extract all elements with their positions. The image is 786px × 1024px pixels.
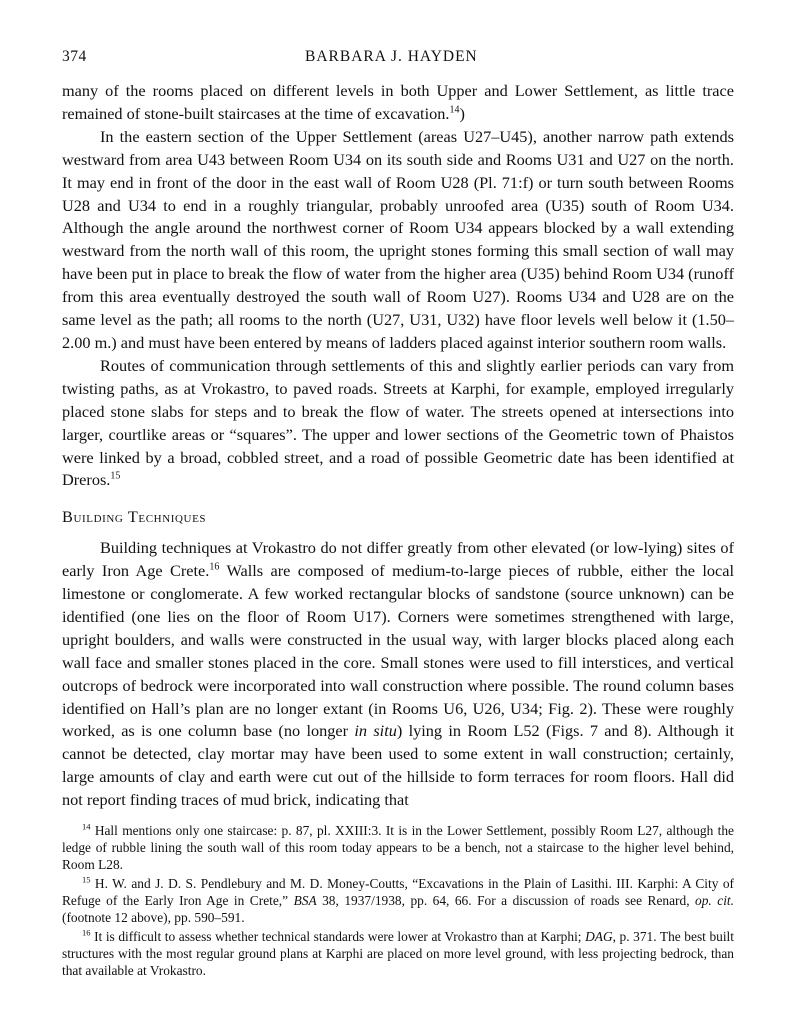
- footnote-14-number: 14: [82, 821, 91, 832]
- body-text: [62, 80, 734, 812]
- footnote-15-text-a: H. W. and J. D. S. Pendlebury and M. D. Money-Coutts, “Excavations in the Plain of Lasithi. III. Karphi: A City of Refuge of the Early Iron Age in Crete,”: [62, 876, 734, 909]
- footnote-15-text-b: 38, 1937/1938, pp. 64, 66. For a discussion of roads see Renard,: [316, 893, 696, 909]
- running-title: BARBARA J. HAYDEN: [305, 48, 478, 65]
- footnote-16-number: 16: [82, 927, 91, 938]
- page-number: 374: [62, 48, 87, 65]
- section-heading: Building Techniques: [62, 507, 207, 527]
- footnote-16: [62, 928, 734, 979]
- paragraph-1-tail: ): [459, 103, 465, 123]
- paragraph-4-text-c: ) lying in Room L52 (Figs. 7 and 8). Although it cannot be detected, clay mortar may have been used to some extent in wall construction; certainly, large amounts of clay and earth were cut out of the hillside to form terraces for room floors. Hall did not report finding traces of mud brick, indicating that: [62, 721, 735, 810]
- footnote-15: [62, 875, 734, 926]
- footnote-ref-14: 14: [449, 104, 460, 116]
- paragraph-2: In the eastern section of the Upper Settlement (areas U27–U45), another narrow path extends westward from area U43 between Room U34 on its south side and Rooms U31 and U27 on the north. It may end in front of the door in the east wall of Room U28 (Pl. 71:f) or turn south between Rooms U28 and U34 to end in a roughly triangular, probably unroofed area (U35) south of Room U34. Although the angle around the northwest corner of Room U34 appears blocked by a wall extending westward from the north wall of this room, the upright stones forming this small section of wall may have been put in place to break the flow of water from the higher area (U35) behind Room U34 (runoff from this area eventually destroyed the south wall of Room U27). Rooms U34 and U28 are on the same level as the path; all rooms to the north (U27, U31, U32) have floor levels well below it (1.50–2.00 m.) and must have been entered by means of ladders placed against interior southern room walls.: [62, 126, 734, 352]
- page: [62, 48, 734, 981]
- running-header: [62, 48, 734, 66]
- paragraph-4-text-a: Building techniques at Vrokastro do not differ greatly from other elevated (or low-lying) sites of early Iron Age Crete.: [62, 538, 734, 581]
- paragraph-4-text-b: Walls are composed of medium-to-large pieces of rubble, either the local limestone or conglomerate. A few worked rectangular blocks of sandstone (source unknown) can be identified (one lies on the floor of Room U17). Corners were sometimes strengthened with large, upright boulders, and walls were constructed in the usual way, with larger blocks placed along each wall face and smaller stones placed in the core. Small stones were used to fill interstices, and vertical outcrops of bedrock were incorporated into wall construction where possible. The round column bases identified on Hall’s plan are no longer extant (in Rooms U6, U26, U34; Fig. 2). These were roughly worked, as is one column base (no longer: [62, 561, 734, 741]
- footnote-ref-16: 16: [209, 561, 220, 573]
- footnote-14: [62, 822, 734, 873]
- footnote-16-text-a: It is difficult to assess whether technical standards were lower at Vrokastro than at Karphi;: [90, 929, 586, 945]
- footnote-16-text-b: , p. 371. The best built structures with the most regular ground plans at Karphi are placed on more level ground, with less projecting bedrock, than that available at Vrokastro.: [62, 929, 734, 979]
- paragraph-1-text: many of the rooms placed on different levels in both Upper and Lower Settlement, as little trace remained of stone-built staircases at the time of excavation.: [62, 81, 734, 123]
- paragraph-4-italic: in situ: [354, 721, 397, 741]
- footnotes: [62, 822, 734, 979]
- paragraph-3: [62, 355, 734, 492]
- footnote-15-italic-1: BSA: [293, 893, 317, 909]
- footnote-15-text-c: (footnote 12 above), pp. 590–591.: [62, 910, 245, 926]
- footnote-ref-15: 15: [110, 470, 121, 482]
- paragraph-4: [62, 537, 734, 812]
- paragraph-3-text: Routes of communication through settlements of this and slightly earlier periods can vary from twisting paths, as at Vrokastro, to paved roads. Streets at Karphi, for example, employed irregularly placed stone slabs for steps and to break the flow of water. The streets opened at intersections into larger, courtlike areas or “squares”. The upper and lower sections of the Geometric town of Phaistos were linked by a broad, cobbled street, and a road of possible Geometric date has been identified at Dreros.: [62, 355, 734, 490]
- paragraph-1: [62, 80, 734, 126]
- footnote-15-number: 15: [82, 874, 91, 885]
- footnote-16-italic: DAG: [585, 929, 613, 945]
- footnote-14-text: Hall mentions only one staircase: p. 87, pl. XXIII:3. It is in the Lower Settlement, possibly Room L27, although the ledge of rubble lining the south wall of this room today appears to be a bench, not a staircase to the higher level behind, Room L28.: [62, 823, 734, 873]
- footnote-15-italic-2: op. cit.: [695, 893, 734, 909]
